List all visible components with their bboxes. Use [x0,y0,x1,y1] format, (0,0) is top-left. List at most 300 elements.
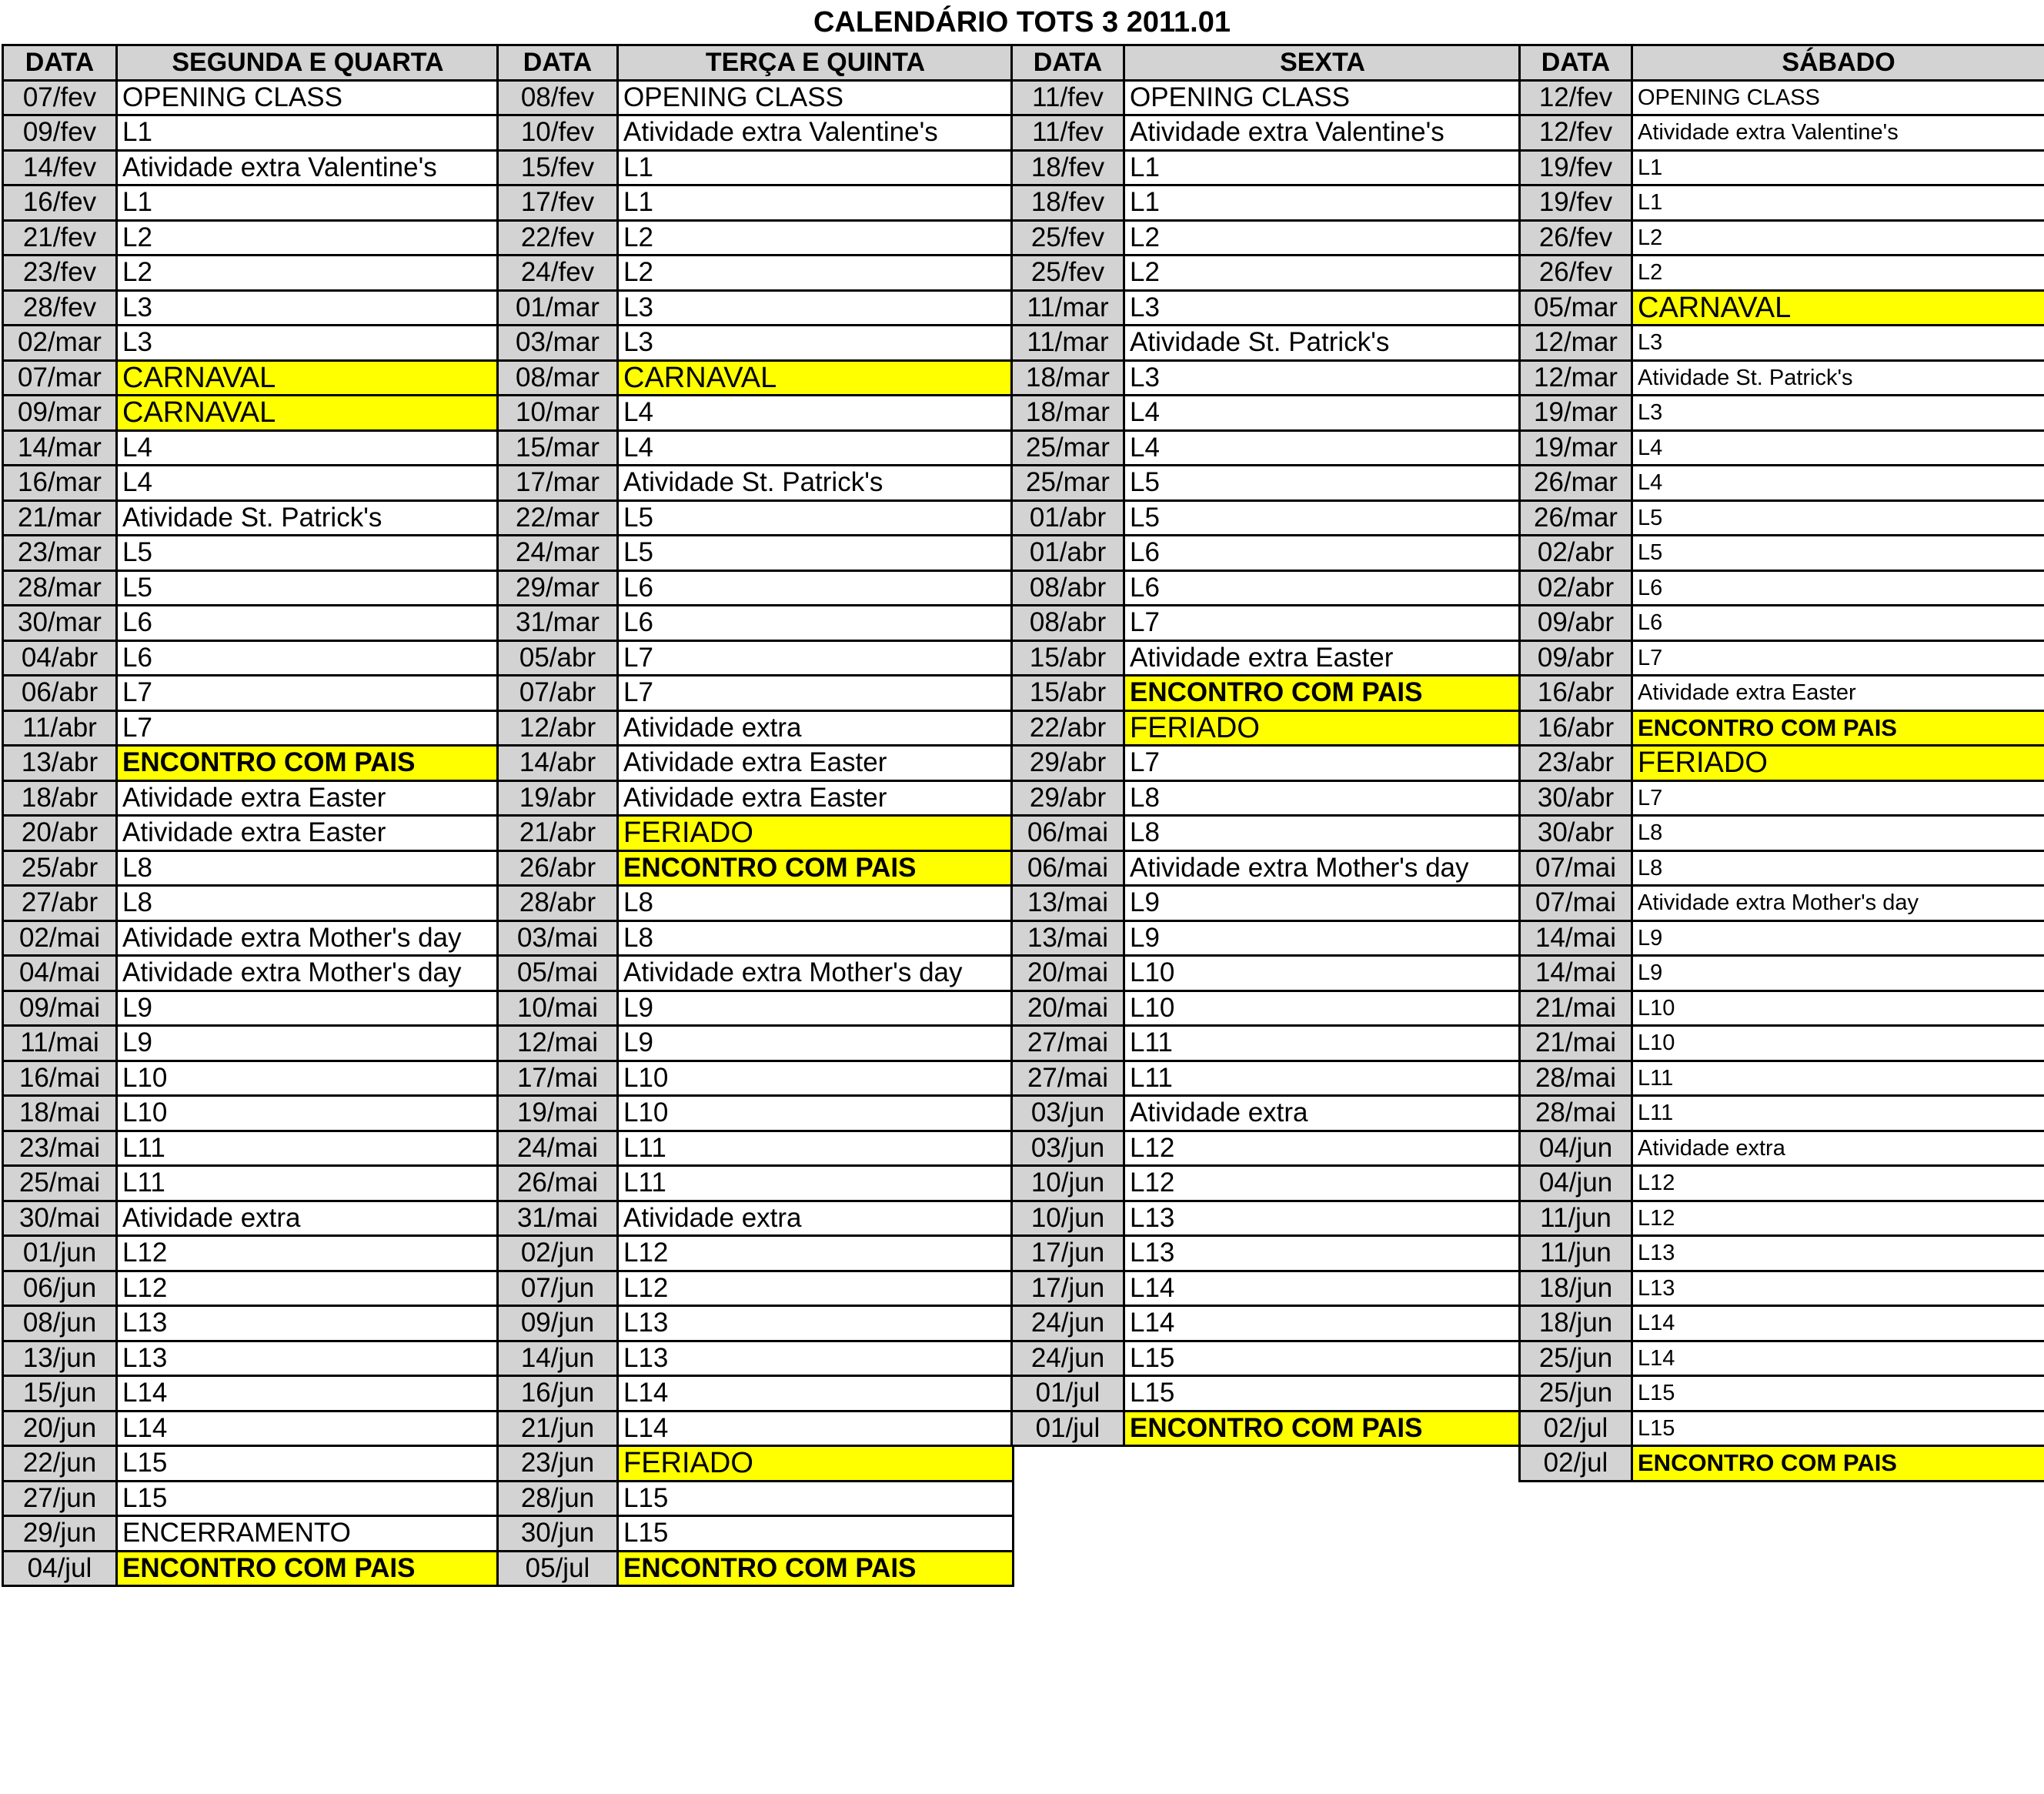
table-row [3,920,499,956]
table-row [3,80,499,115]
schedule-friday [1010,44,1522,1447]
date-cell: 20/abr [3,816,117,851]
activity-cell: L9 [1632,956,2044,991]
date-cell: 15/abr [1012,676,1124,711]
activity-cell: Atividade St. Patrick's [117,500,499,536]
activity-cell: L9 [618,991,1014,1026]
activity-cell: Atividade extra Mother's day [1124,850,1521,886]
table-row [1520,1446,2044,1482]
activity-cell: Atividade St. Patrick's [1632,360,2044,396]
activity-cell: CARNAVAL [1632,290,2044,326]
activity-cell: L1 [117,115,499,151]
activity-cell: Atividade extra [618,1201,1014,1236]
date-cell: 23/mar [3,536,117,571]
date-cell: 25/jun [1520,1376,1632,1411]
date-cell: 17/mar [498,466,618,501]
date-cell: 15/jun [3,1376,117,1411]
date-cell: 28/mai [1520,1061,1632,1096]
date-cell: 13/abr [3,746,117,781]
day-column-header: SEGUNDA E QUARTA [117,45,499,81]
table-row [1012,150,1521,185]
date-cell: 18/jun [1520,1306,1632,1341]
table-row [3,115,499,151]
activity-cell: L2 [117,256,499,291]
table-row [498,676,1014,711]
date-cell: 23/fev [3,256,117,291]
activity-cell: L12 [618,1236,1014,1271]
table-row [498,1551,1014,1586]
table-row [1520,676,2044,711]
activity-cell: L15 [1632,1411,2044,1446]
date-cell: 24/mai [498,1131,618,1166]
table-row [1520,746,2044,781]
activity-cell: OPENING CLASS [117,80,499,115]
activity-cell: Atividade St. Patrick's [1124,326,1521,361]
activity-cell: L13 [117,1306,499,1341]
table-row [498,710,1014,746]
activity-cell: L3 [1124,360,1521,396]
date-cell: 22/mar [498,500,618,536]
date-cell: 23/abr [1520,746,1632,781]
date-cell: 18/jun [1520,1271,1632,1306]
date-cell: 25/mar [1012,430,1124,466]
table-row [1012,1061,1521,1096]
date-cell: 12/fev [1520,115,1632,151]
activity-cell: L9 [618,1026,1014,1061]
table-row [3,1306,499,1341]
date-cell: 18/mar [1012,396,1124,431]
activity-cell: Atividade extra Easter [117,816,499,851]
date-cell: 18/fev [1012,185,1124,221]
activity-cell: L14 [1124,1271,1521,1306]
table-row [1520,710,2044,746]
activity-cell: L8 [1632,850,2044,886]
date-cell: 04/jun [1520,1131,1632,1166]
activity-cell: L2 [1632,256,2044,291]
table-row [498,150,1014,185]
activity-cell: L5 [1124,500,1521,536]
activity-cell: Atividade extra [1124,1096,1521,1131]
activity-cell: L8 [117,850,499,886]
date-cell: 10/mar [498,396,618,431]
date-cell: 24/fev [498,256,618,291]
activity-cell: L12 [1632,1166,2044,1201]
date-cell: 17/mai [498,1061,618,1096]
table-row [3,780,499,816]
table-row [1012,1236,1521,1271]
table-row [1520,1096,2044,1131]
activity-cell: CARNAVAL [117,396,499,431]
activity-cell: L12 [618,1271,1014,1306]
table-row [1520,1411,2044,1446]
table-row [1520,570,2044,606]
activity-cell: L9 [117,991,499,1026]
table-row [1012,256,1521,291]
date-cell: 02/abr [1520,570,1632,606]
activity-cell: Atividade extra Valentine's [1632,115,2044,151]
date-cell: 07/abr [498,676,618,711]
date-cell: 07/fev [3,80,117,115]
table-row [3,1166,499,1201]
table-row [498,1481,1014,1516]
table-row [498,606,1014,641]
table-row [498,1166,1014,1201]
activity-cell: L14 [1632,1341,2044,1376]
table-row [498,326,1014,361]
date-cell: 26/fev [1520,220,1632,256]
table-row [1012,1376,1521,1411]
activity-cell: L10 [1124,956,1521,991]
table-row [1520,466,2044,501]
date-cell: 21/mai [1520,1026,1632,1061]
table-row [3,256,499,291]
table-row [3,150,499,185]
table-row [3,1236,499,1271]
table-row [498,430,1014,466]
activity-cell: L2 [1124,220,1521,256]
activity-cell: L9 [117,1026,499,1061]
date-cell: 30/mai [3,1201,117,1236]
date-cell: 16/abr [1520,710,1632,746]
activity-cell: L1 [117,185,499,221]
date-cell: 18/mai [3,1096,117,1131]
date-cell: 29/mar [498,570,618,606]
table-row [1520,290,2044,326]
table-row [3,1481,499,1516]
date-cell: 13/jun [3,1341,117,1376]
table-row [498,466,1014,501]
table-row [498,640,1014,676]
date-cell: 17/jun [1012,1236,1124,1271]
date-cell: 28/fev [3,290,117,326]
activity-cell: L8 [1124,816,1521,851]
activity-cell: Atividade extra Mother's day [618,956,1014,991]
date-cell: 29/jun [3,1516,117,1552]
date-cell: 25/jun [1520,1341,1632,1376]
activity-cell: L10 [1632,991,2044,1026]
activity-cell: L7 [117,710,499,746]
date-cell: 06/mai [1012,816,1124,851]
date-cell: 02/abr [1520,536,1632,571]
activity-cell: Atividade extra [117,1201,499,1236]
activity-cell: L3 [618,290,1014,326]
activity-cell: L1 [618,150,1014,185]
activity-cell: Atividade extra [1632,1131,2044,1166]
activity-cell: ENCONTRO COM PAIS [1632,710,2044,746]
table-row [1520,1166,2044,1201]
table-row [3,290,499,326]
date-cell: 08/fev [498,80,618,115]
table-row [498,290,1014,326]
activity-cell: L6 [1632,570,2044,606]
date-cell: 18/fev [1012,150,1124,185]
activity-cell: Atividade extra Easter [618,780,1014,816]
date-cell: 13/mai [1012,920,1124,956]
page-title: CALENDÁRIO TOTS 3 2011.01 [813,6,1231,38]
activity-cell: L5 [117,570,499,606]
table-row [3,1026,499,1061]
table-row [1012,886,1521,921]
date-cell: 20/jun [3,1411,117,1446]
date-cell: 03/jun [1012,1131,1124,1166]
activity-cell: L9 [1124,886,1521,921]
table-row [498,80,1014,115]
date-cell: 26/mai [498,1166,618,1201]
table-row [1520,1131,2044,1166]
activity-cell: L1 [1124,185,1521,221]
activity-cell: L2 [117,220,499,256]
date-cell: 20/mai [1012,991,1124,1026]
activity-cell: L4 [1632,430,2044,466]
date-cell: 21/abr [498,816,618,851]
table-row [1012,500,1521,536]
table-row [1520,886,2044,921]
activity-cell: L10 [117,1061,499,1096]
date-cell: 16/mai [3,1061,117,1096]
date-cell: 11/fev [1012,80,1124,115]
activity-cell: L2 [1632,220,2044,256]
activity-cell: L1 [1124,150,1521,185]
table-row [498,816,1014,851]
table-row [498,256,1014,291]
date-cell: 08/jun [3,1306,117,1341]
date-cell: 05/mai [498,956,618,991]
activity-cell: FERIADO [618,816,1014,851]
activity-cell: L7 [618,676,1014,711]
table-row [1012,1096,1521,1131]
activity-cell: L4 [618,396,1014,431]
table-row [498,920,1014,956]
table-row [1012,1026,1521,1061]
date-cell: 07/mai [1520,850,1632,886]
date-cell: 26/fev [1520,256,1632,291]
activity-cell: L4 [1124,396,1521,431]
activity-cell: L2 [618,256,1014,291]
date-cell: 11/abr [3,710,117,746]
activity-cell: ENCERRAMENTO [117,1516,499,1552]
activity-cell: L15 [618,1481,1014,1516]
activity-cell: L7 [117,676,499,711]
date-cell: 15/abr [1012,640,1124,676]
date-cell: 09/mar [3,396,117,431]
date-cell: 14/mai [1520,956,1632,991]
activity-cell: L12 [1124,1166,1521,1201]
date-cell: 16/jun [498,1376,618,1411]
table-row [1520,1341,2044,1376]
table-row [498,570,1014,606]
activity-cell: Atividade extra Easter [618,746,1014,781]
date-cell: 24/jun [1012,1341,1124,1376]
table-row [498,1516,1014,1552]
activity-cell: Atividade extra Valentine's [1124,115,1521,151]
table-row [1012,1166,1521,1201]
table-row [498,956,1014,991]
activity-cell: ENCONTRO COM PAIS [618,850,1014,886]
activity-cell: ENCONTRO COM PAIS [618,1551,1014,1586]
activity-cell: L8 [117,886,499,921]
activity-cell: ENCONTRO COM PAIS [1124,676,1521,711]
table-row [3,220,499,256]
table-row [1012,115,1521,151]
activity-cell: L15 [618,1516,1014,1552]
activity-cell: L5 [117,536,499,571]
date-cell: 04/jun [1520,1166,1632,1201]
activity-cell: L2 [618,220,1014,256]
table-row [1520,1236,2044,1271]
activity-cell: L6 [618,606,1014,641]
activity-cell: L9 [1124,920,1521,956]
table-row [498,850,1014,886]
date-cell: 11/jun [1520,1201,1632,1236]
activity-cell: OPENING CLASS [618,80,1014,115]
table-row [1012,536,1521,571]
date-cell: 25/mai [3,1166,117,1201]
activity-cell: Atividade extra Easter [117,780,499,816]
date-cell: 21/mar [3,500,117,536]
activity-cell: L12 [1632,1201,2044,1236]
date-cell: 19/mar [1520,396,1632,431]
table-row [3,816,499,851]
table-row [3,956,499,991]
activity-cell: L8 [618,886,1014,921]
date-cell: 30/jun [498,1516,618,1552]
schedule-tuesday-thursday [496,44,1014,1587]
activity-cell: L4 [618,430,1014,466]
date-cell: 27/abr [3,886,117,921]
date-cell: 29/abr [1012,780,1124,816]
table-row [3,1061,499,1096]
table-row [498,991,1014,1026]
table-row [1520,115,2044,151]
table-row [1520,360,2044,396]
activity-cell: L3 [1124,290,1521,326]
date-cell: 19/fev [1520,150,1632,185]
activity-cell: L6 [618,570,1014,606]
date-cell: 17/jun [1012,1271,1124,1306]
table-row [3,1201,499,1236]
activity-cell: Atividade extra Mother's day [1632,886,2044,921]
table-row [498,396,1014,431]
date-cell: 17/fev [498,185,618,221]
table-row [498,1306,1014,1341]
activity-cell: L3 [1632,396,2044,431]
table-row [498,1236,1014,1271]
date-cell: 30/abr [1520,780,1632,816]
schedule-saturday [1518,44,2044,1482]
day-column-header: TERÇA E QUINTA [618,45,1014,81]
date-cell: 10/mai [498,991,618,1026]
activity-cell: L1 [1632,185,2044,221]
date-cell: 16/mar [3,466,117,501]
date-cell: 25/abr [3,850,117,886]
date-cell: 01/mar [498,290,618,326]
table-row [1520,150,2044,185]
date-cell: 18/mar [1012,360,1124,396]
date-cell: 01/jun [3,1236,117,1271]
activity-cell: Atividade extra Mother's day [117,920,499,956]
date-cell: 15/fev [498,150,618,185]
table-row [498,780,1014,816]
table-row [1012,1271,1521,1306]
table-row [1012,396,1521,431]
table-row [498,1446,1014,1482]
date-cell: 19/fev [1520,185,1632,221]
activity-cell: L4 [1632,466,2044,501]
table-row [1012,570,1521,606]
date-cell: 29/abr [1012,746,1124,781]
activity-cell: L1 [1632,150,2044,185]
date-cell: 13/mai [1012,886,1124,921]
activity-cell: L11 [1124,1026,1521,1061]
date-cell: 21/jun [498,1411,618,1446]
table-row [3,1551,499,1586]
table-row [1520,956,2044,991]
table-row [498,1341,1014,1376]
table-row [1012,430,1521,466]
table-row [3,570,499,606]
table-row [1520,1376,2044,1411]
table-row [1520,220,2044,256]
table-row [498,115,1014,151]
date-cell: 06/jun [3,1271,117,1306]
day-column-header: SÁBADO [1632,45,2044,81]
activity-cell: L6 [117,640,499,676]
table-row [3,1376,499,1411]
date-cell: 24/mar [498,536,618,571]
activity-cell: L7 [1632,780,2044,816]
activity-cell: L13 [1124,1201,1521,1236]
date-cell: 12/mar [1520,326,1632,361]
activity-cell: L12 [117,1236,499,1271]
date-cell: 25/fev [1012,256,1124,291]
activity-cell: ENCONTRO COM PAIS [117,1551,499,1586]
date-cell: 02/jun [498,1236,618,1271]
table-row [3,536,499,571]
date-cell: 11/mar [1012,326,1124,361]
date-cell: 03/mar [498,326,618,361]
table-row [498,1131,1014,1166]
date-cell: 01/jul [1012,1376,1124,1411]
date-cell: 26/abr [498,850,618,886]
table-row [1520,991,2044,1026]
table-row [1520,920,2044,956]
activity-cell: L13 [117,1341,499,1376]
table-row [498,185,1014,221]
activity-cell: L14 [618,1376,1014,1411]
table-row [1012,360,1521,396]
activity-cell: L3 [117,326,499,361]
date-cell: 11/mai [3,1026,117,1061]
date-cell: 14/mar [3,430,117,466]
activity-cell: L6 [1632,606,2044,641]
activity-cell: L4 [1124,430,1521,466]
date-cell: 09/mai [3,991,117,1026]
table-row [1520,396,2044,431]
table-row [1012,746,1521,781]
date-cell: 16/fev [3,185,117,221]
date-cell: 02/jul [1520,1411,1632,1446]
activity-cell: OPENING CLASS [1632,80,2044,115]
date-cell: 15/mar [498,430,618,466]
activity-cell: L8 [618,920,1014,956]
table-row [1012,850,1521,886]
date-cell: 22/abr [1012,710,1124,746]
date-cell: 19/mar [1520,430,1632,466]
date-cell: 12/fev [1520,80,1632,115]
activity-cell: L7 [1124,606,1521,641]
date-cell: 02/jul [1520,1446,1632,1482]
table-row [3,326,499,361]
